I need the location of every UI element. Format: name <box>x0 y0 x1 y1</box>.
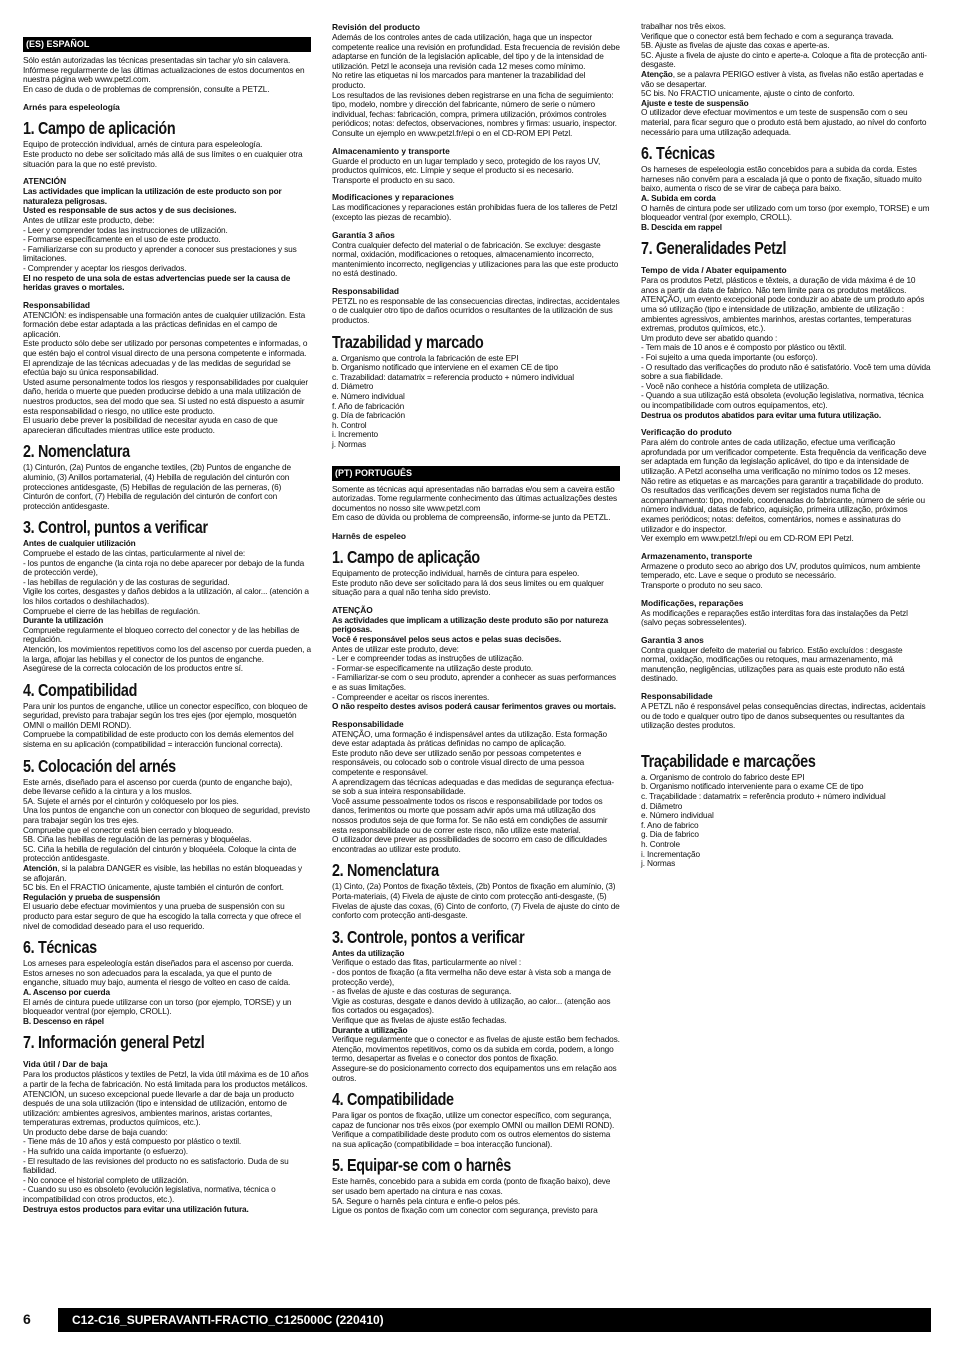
section-text: Además de los controles antes de cada utilización, haga que un inspector competente realice una revisión en profundidad. Esta frecuencia de revisión debe adaptarse en función de la legislación aplicable, del tipo y de la intensidad de utilización. Petzl le aconseja una revisión cada 12 meses como mínimo. No retire las etiquetas ni los marcados para mantener la trazabilidad del producto. Los resultados de las revisiones deben registrarse en una ficha de seguimiento: tipo, modelo, nombre y dirección del fabricante, número de serie o número individual, fechas: fabricación, compra, primera utilización, próximos controles periódicos; notas: defectos, observaciones, nombres y firmas: usuario, inspector. Consulte un ejemplo en www.petzl.fr/epi o en el CD-ROM EPI Petzl. <box>332 32 620 138</box>
section-text: Para los productos plásticos y textiles de Petzl, la vida útil máxima es de 10 años a partir de la fecha de fabricación. No está limitada para los productos metálicos. ATENCIÓN, un suceso excepcional puede llevarle a dar de baja un producto después de una sola utilización (tipo e intensidad de utilización, entorno de utilización: ambientes agresivos, ambientes marinos, aristas cortantes, temperaturas extremas, productos químicos, etc.). Un producto debe darse de baja cuando: - Tiene más de 10 años y está compuesto por plástico o textil. - Ha sufrido una caída importante (o esfuerzo). - El resultado de las revisiones del producto no es satisfactorio. Duda de su fiabilidad. - No conoce el historial completo de utilización. - Cuando su uso es obsoleto (evolución legislativa, normativa, técnica o incompatibilidad con otros productos, etc.). <box>23 1069 309 1205</box>
section-title: 4. Compatibilidad <box>23 679 138 700</box>
section-text: Para além do controle antes de cada utilização, efectue uma verificação aprofundada por um verificador competente. Esta frequência da verificação deve ser adaptada em função da legislação aplicável, do tipo e da intensidade de utilização. A Petzl aconselha uma verificação no mínimo todos os 12 meses. Não retire as etiquetas e as marcações para garantir a traçabilidade do produto. Os resultados das verificações devem ser registados numa ficha de acompanhamento: tipo, modelo, coordenadas do fabricante, número de série ou número individual, datas de fabrico, aquisição, primeira utilização, próximos exames periódicos; notas: defeitos, comentários, nomes e assinaturas do utilizador e do inspector. Ver exemplo em www.petzl.fr/epi ou em CD-ROM EPI Petzl. <box>641 437 927 544</box>
subsection-label: Garantía 3 años <box>332 229 395 240</box>
section-text: Verifique regularmente que o conector e as fivelas de ajuste estão bem fechados. Atenção, movimentos repetitivos, como os da subida em corda, podem, a longo termo, desapertar as fivelas e o conector dos pontos de fixação. Assegure-se do posicionamento correcto dos equipamentos uns em relação aos outros. <box>332 1034 620 1083</box>
section-title: 6. Técnicas <box>23 937 97 958</box>
section-text: El arnés de cintura puede utilizarse con un torso (por ejemplo, TORSE) y un bloqueador ventral (por ejemplo, CROLL). <box>23 996 292 1017</box>
subsection-label: B. Descenso en rápel <box>23 1015 104 1026</box>
warning-text: Destruya estos productos para evitar una utilización futura. <box>23 1203 249 1214</box>
section-title: 2. Nomenclatura <box>23 441 130 462</box>
column-middle <box>332 22 620 1216</box>
subsection-label: Responsabilidad <box>23 299 91 310</box>
section-text: A PETZL não é responsável pelas consequências directas, indirectas, acidentais ou de todo e qualquer outro tipo de danos subsequentes ou resultantes da utilização destes produtos. <box>641 701 926 731</box>
section-text: ATENÇÃO, uma formação é indispensável antes da utilização. Esta formação deve estar adaptada às práticas definidas no campo de aplicação. Este produto não deve ser utilizado senão por pessoas competentes e responsáveis, ou colocado sob o controle visual directo de uma pessoa competente e responsável. A aprendizagem das técnicas adequadas e das medidas de segurança efectua-se sob a sua inteira responsabilidade. Você assume pessoalmente todos os riscos e responsabilidade por todos os danos, ferimentos ou morte que possam advir após uma má utilização dos nossos produtos seja de que forma for. Se não está em condições de assumir esta responsabilidade ou de correr este risco, não utilize este material. O utilizador deve prever as possibilidades de socorro em caso de dificuldades encontradas ao utilizar este produto. <box>332 728 614 854</box>
section-title: 2. Nomenclatura <box>332 860 439 881</box>
subsection-label: Garantia 3 anos <box>641 634 704 645</box>
section-text: Las modificaciones y reparaciones están prohibidas fuera de los talleres de Petzl (excepto las piezas de recambio). <box>332 202 618 222</box>
section-text: (1) Cinto, (2a) Pontos de fixação têxteis, (2b) Pontos de fixação em alumínio, (3) Porta-materiais, (4) Fivela de ajuste de cinto com protecção anti-desgaste, (5) Fivelas de ajuste das coxas, (6) Cinto de conforto, (7) Fivela de ajuste do cinto de conforto com protecção anti-desgaste. <box>332 881 620 921</box>
subsection-label: Armazenamento, transporte <box>641 550 753 561</box>
section-text: Para os produtos Petzl, plásticos e têxteis, a duração de vida máxima é de 10 anos a partir da data de fabrico. Não tem limite para os produtos metálicos. ATENÇÃO, um evento excepcional pode conduzir ao abate de um produto após uma só utilização (tipo e intensidade de utilização, ambiente de utilização : ambientes agressivos, ambientes marinhos, arestas cortantes, temperaturas extremas, produtos químicos, etc.). Um produto deve ser abatido quando : - Tem mais de 10 anos e é composto por plástico ou têxtil. - Foi sujeito a uma queda importante (ou esforço). - O resultado das verificações do produto não é satisfatório. Você tem uma dúvida sobre a sua fiabilidade. - Você não conhece a história completa de utilização. - Quando a sua utilização está obsoleta (evolução legislativa, normativa, técnica ou incompatibilidade com outros equipamentos, etc). <box>641 275 931 410</box>
section-title: 6. Técnicas <box>641 143 715 164</box>
subsection-label: Antes de cualquier utilización <box>23 538 136 549</box>
inline-warning-text: , se a palavra PERIGO estiver à vista, as fivelas não estão apertadas e vão se desapertar. <box>641 68 924 89</box>
section-text: Guarde el producto en un lugar templado y seco, protegido de los rayos UV, productos químicos, etc. Límpie y seque el producto si es necesario. Transporte el producto en su saco. <box>332 155 601 185</box>
inline-warning-label: Atención <box>23 863 58 873</box>
subsection-label: Ajuste e teste de suspensão <box>641 97 749 108</box>
column-es <box>23 37 311 1214</box>
subsection-label: Responsabilidade <box>332 718 404 729</box>
subsection-label: Revisión del producto <box>332 22 420 32</box>
section-text: PETZL no es responsable de las consecuencias directas, indirectas, accidentales o de cualquier otro tipo de daños ocurridos o resultantes de la utilización de sus productos. <box>332 295 620 326</box>
subsection-label: Responsabilidad <box>332 285 400 296</box>
subsection-label: B. Descida em rappel <box>641 221 722 232</box>
subsection-label: Responsabilidade <box>641 691 713 702</box>
section-text: Contra qualquer defeito de material ou fabrico. Estão excluídos : desgaste normal, oxidação, modificações ou retoques, mau armazenamento, má manutenção, negligências, utilizações para as quais este produto não está destinado. <box>641 644 905 684</box>
warning-text: El no respeto de una sola de estas advertencias puede ser la causa de heridas graves o mortales. <box>23 272 291 293</box>
inline-warning-text: , si la palabra DANGER es visible, las hebillas no están bloqueadas y se aflojarán. <box>23 863 302 883</box>
warning-text: Destrua os produtos abatidos para evitar uma futura utilização. <box>641 409 881 420</box>
section-text: trabalhar nos três eixos. Verifique que o conector está bem fechado e com a segurança travada. 5B. Ajuste as fivelas de ajuste das coxas e aperte-as. 5C. Ajuste a fivela de ajuste do cinto e aperte-a. Coloque a fita de protecção anti-desgaste. <box>641 21 927 70</box>
section-text <box>23 864 311 883</box>
section-title: 3. Controle, pontos a verificar <box>332 926 525 947</box>
subsection-label: Almacenamiento y transporte <box>332 145 450 156</box>
warning-text: O não respeito destes avisos poderá causar ferimentos graves ou mortais. <box>332 701 616 712</box>
subsection-label: Verificação do produto <box>641 427 732 438</box>
section-text: ATENCIÓN: es indispensable una formación antes de cualquier utilización. Esta formación debe estar adaptada a las prácticas definidas en el campo de aplicación. Este producto sólo debe ser utilizado por personas competentes e informadas, o que estén bajo el control visual directo de una persona competente e informada. El aprendizaje de las técnicas adecuadas y de las medidas de seguridad se efectúa bajo su única responsabilidad. Usted asume personalmente todos los riesgos y responsabilidades por cualquier daño, herida o muerte que pueden producirse debido a una mala utilización de nuestros productos, sea del modo que sea. Si usted no está dispuesto a asumir esta responsabilidad o riesgo, no utilice este producto. El usuario debe prever la posibilidad de necesitar ayuda en caso de que aparecieran dificultades mientras utilice este producto. <box>23 309 308 435</box>
section-text: (1) Cinturón, (2a) Puntos de enganche textiles, (2b) Puntos de enganche de aluminio, (3) Anillos portamaterial, (4) Hebilla de regulación del cinturón con protecciones antidesgaste, (5) Hebillas de regulación de las perneras, (6) Cinturón de confort, (7) Hebilla de regulación del cinturón de confort con protección antidesgaste. <box>23 462 291 511</box>
language-header-es: (ES) ESPAÑOL <box>23 37 311 52</box>
section-title: 7. Generalidades Petzl <box>641 238 787 259</box>
section-text: 5C bis. En el FRACTIO únicamente, ajuste también el cinturón de confort. <box>23 882 284 893</box>
section-text: Contra cualquier defecto del material o de fabricación. Se excluye: desgaste normal, oxidación, modificaciones o retoques, almacenamiento incorrecto, mantenimiento incorrecto, negligencias y utilizaciones para las que este producto no está destinado. <box>332 239 619 279</box>
traceability-list: a. Organismo de controlo do fabrico deste EPI b. Organismo notificado interveniente para o exame CE de tipo c. Traçabilidade : datamatrix = referência produto + número individual d. Diâmetro e. Número individual f. Ano de fabrico g. Dia de fabrico h. Controle i. Incrementação j. Normas <box>641 771 886 869</box>
section-text: Armazene o produto seco ao abrigo dos UV, produtos químicos, num ambiente temperado, etc. Lave e seque o produto se necessário. Transporte o produto no seu saco. <box>641 560 921 590</box>
subsection-label: Durante la utilización <box>23 615 104 626</box>
section-text: Este harnês, concebido para a subida em corda (ponto de fixação baixo), deve ser usado bem apertado na cintura e nas coxas. 5A. Segure o harnês pela cintura e enfie-o pelos pés. Ligue os pontos de fixação com um conector com segurança, previsto para <box>332 1176 611 1216</box>
section-text: El usuario debe efectuar movimientos y una prueba de suspensión con su producto para estar seguro de que ha escogido la talla correcta y que ofrece el nivel de comodidad deseado para el uso requerido. <box>23 901 301 931</box>
warning-text: Las actividades que implican la utilización de este producto son por naturaleza peligrosas. Usted es responsable de sus actos y de sus decisiones. <box>23 186 282 216</box>
section-title: 3. Control, puntos a verificar <box>23 517 208 538</box>
warning-list: Antes de utilizar este produto, deve: - Ler e compreender todas as instruções de utilização. - Formar-se especificamente na utilização deste produto. - Familiarizar-se com o seu produto, aprender a conhecer as suas performances e as suas limitações. - Compreender e aceitar os riscos inerentes. <box>332 643 617 702</box>
subsection-label: A. Subida em corda <box>641 192 716 203</box>
section-title: 5. Equipar-se com o harnês <box>332 1155 511 1176</box>
warning-text: As actividades que implicam a utilização deste produto são por natureza perigosas. Você é responsável pelos seus actos e pelas suas decisões. <box>332 614 609 644</box>
subsection-label: Antes da utilização <box>332 947 405 958</box>
section-text: Equipo de protección individual, arnés de cintura para espeleología. Este producto no debe ser solicitado más allá de sus límites o en cualquier otra situación para la que no esté previsto. <box>23 139 303 169</box>
subsection-label: Durante a utilização <box>332 1024 408 1035</box>
section-title: Trazabilidad y marcado <box>332 331 484 352</box>
inline-warning-label: Atenção <box>641 68 673 79</box>
section-text <box>641 70 931 89</box>
section-title: 7. Información general Petzl <box>23 1032 205 1053</box>
traceability-list: a. Organismo que controla la fabricación de este EPI b. Organismo notificado que interviene en el examen CE de tipo c. Trazabilidad: datamatrix = referencia producto + número individual d. Diámetro e. Número individual f. Año de fabricación g. Día de fabricación h. Control i. Incremento j. Normas <box>332 352 574 449</box>
subsection-label: Regulación y prueba de suspensión <box>23 891 161 902</box>
section-text: Verifique o estado das fitas, particularmente ao nível : - dos pontos de fixação (a fita vermelha não deve estar à vista sob a manga de protecção verde), - as fivelas de ajuste e das costuras de segurança. Vigie as costuras, desgate e danos devido à utilização, ao calor... (atenção aos fios cortados ou esgaçados). Verifique que as fivelas de ajuste estão fechadas. <box>332 957 611 1025</box>
section-title: 5. Colocación del arnés <box>23 755 176 776</box>
section-text: Este arnés, diseñado para el ascenso por cuerda (punto de enganche bajo), debe llevarse ceñido a la cintura y a los muslos. 5A. Sujete el arnés por el cinturón y colóqueselo por los pies. Una los puntos de enganche con un conector con bloqueo de seguridad, previsto para trabajar según los tres ejes. Compruebe que el conector está bien cerrado y bloqueado. 5B. Ciña las hebillas de regulación de las perneras y bloquéelas. 5C. Ciña la hebilla de regulación del cinturón y bloquéela. Coloque la cinta de protección antidesgaste. <box>23 776 310 864</box>
intro-text: Sólo están autorizadas las técnicas presentadas sin tachar y/o sin calavera. Infórmese regularmente de las últimas actualizaciones de estos documentos en nuestra página web www.petzl.com. En caso de duda o de problemas de comprensión, consulte a PETZL. <box>23 55 305 94</box>
section-title: 4. Compatibilidade <box>332 1089 454 1110</box>
language-header-pt: (PT) PORTUGUÊS <box>332 466 620 481</box>
section-title: 1. Campo de aplicação <box>332 546 480 567</box>
section-text: Compruebe regularmente el bloqueo correcto del conector y de las hebillas de regulación. Atención, los movimientos repetitivos como los del ascenso por cuerda pueden, a la larga, aflojar las hebillas y el conector de los puntos de enganche. Asegúrese de la correcta colocación de los productos entre sí. <box>23 624 311 674</box>
subsection-label: Vida útil / Dar de baja <box>23 1059 108 1070</box>
section-text: O utilizador deve efectuar movimentos e um teste de suspensão com o seu material, para ficar seguro que o produto está bem ajustado, ao nível do conforto necessário para uma utilização adequada. <box>641 107 927 137</box>
column-pt <box>641 22 931 869</box>
section-text: Para ligar os pontos de fixação, utilize um conector específico, com segurança, capaz de funcionar nos três eixos (por exemplo OMNI ou maillon DEMI ROND). Verifique a compatibilidade deste produto com os outros elementos do sistema na sua aplicação (compatibilidade = boa interacção funcional). <box>332 1110 615 1149</box>
section-text: O harnês de cintura pode ser utilizado com um torso (por exemplo, TORSE) e um bloqueador ventral (por exemplo, CROLL). <box>641 202 930 223</box>
section-text: Os harneses de espeleologia estão concebidos para a subida da corda. Estes harneses não convêm para a escalada já que o ponto de fixação, situado muito baixo, aumenta o risco de se virar de cabeça para baixo. <box>641 164 922 194</box>
section-text: Para unir los puntos de enganche, utilice un conector específico, con bloqueo de seguridad, previsto para trabajar según los tres ejes (por ejemplo, mosquetón OMNI o maillón DEMI ROND). Compruebe la compatibilidad de este producto con los demás elementos del sistema en su aplicación (compatibilidad = interacción funcional correcta). <box>23 700 308 750</box>
product-subtitle: Arnés para espeleología <box>23 102 120 113</box>
subsection-label: Modificaciones y reparaciones <box>332 192 454 203</box>
section-text: Los arneses para espeleología están diseñados para el ascenso por cuerda. Estos arneses no son adecuados para la escalada, ya que el punto de enganche, situado muy bajo, aumenta el riesgo de volteo en caso de caída. <box>23 958 294 988</box>
subsection-label: Modificações, reparações <box>641 597 744 608</box>
section-text: 5C bis. No FRACTIO unicamente, ajuste o cinto de conforto. <box>641 88 855 99</box>
document-reference: C12-C16_SUPERAVANTI-FRACTIO_C125000C (220410) <box>58 1308 931 1332</box>
product-subtitle: Harnês de espeleo <box>332 530 407 541</box>
page-number: 6 <box>23 1311 31 1327</box>
intro-text: Somente as técnicas aqui apresentadas não barradas e/ou sem a caveira estão autorizadas. Tome regularmente conhecimento das últimas actualizações destes documentos no nosso site www.petzl.com Em caso de dúvida ou problema de compreensão, informe-se junto da PETZL. <box>332 483 617 523</box>
warning-label: ATENCIÓN <box>23 176 67 187</box>
subsection-label: A. Ascenso por cuerda <box>23 986 110 997</box>
section-title: 1. Campo de aplicación <box>23 118 176 139</box>
page-footer <box>23 1308 931 1332</box>
section-text: Compruebe el estado de las cintas, particularmente al nivel de: - los puntos de enganche (la cinta roja no debe aparecer por debajo de la funda de protección verde), - las hebillas de regulación y de las costuras de seguridad. Vigile los cortes, desgastes y daños debidos a la utilización, al calor... (atención a los hilos cortados o deshilachados). Compruebe el cierre de las hebillas de regulación. <box>23 547 309 616</box>
section-text: As modificações e reparações estão interditas fora das instalações da Petzl (salvo peças sobresselentes). <box>641 607 908 628</box>
section-text: Equipamento de protecção individual, harnês de cintura para espeleo. Este produto não deve ser solicitado para lá dos seus limites ou em qualquer situação para a qual não tenha sido previsto. <box>332 567 604 598</box>
section-title: Traçabilidade e marcações <box>641 750 816 771</box>
warning-list: Antes de utilizar este producto, debe: - Leer y comprender todas las instrucciones de utilización. - Formarse específicamente en el uso de este producto. - Familiarizarse con su producto y aprender a conocer sus prestaciones y sus limitaciones. - Comprender y aceptar los riesgos derivados. <box>23 214 297 273</box>
subsection-label: Tempo de vida / Abater equipamento <box>641 265 787 276</box>
warning-label: ATENÇÃO <box>332 604 373 615</box>
